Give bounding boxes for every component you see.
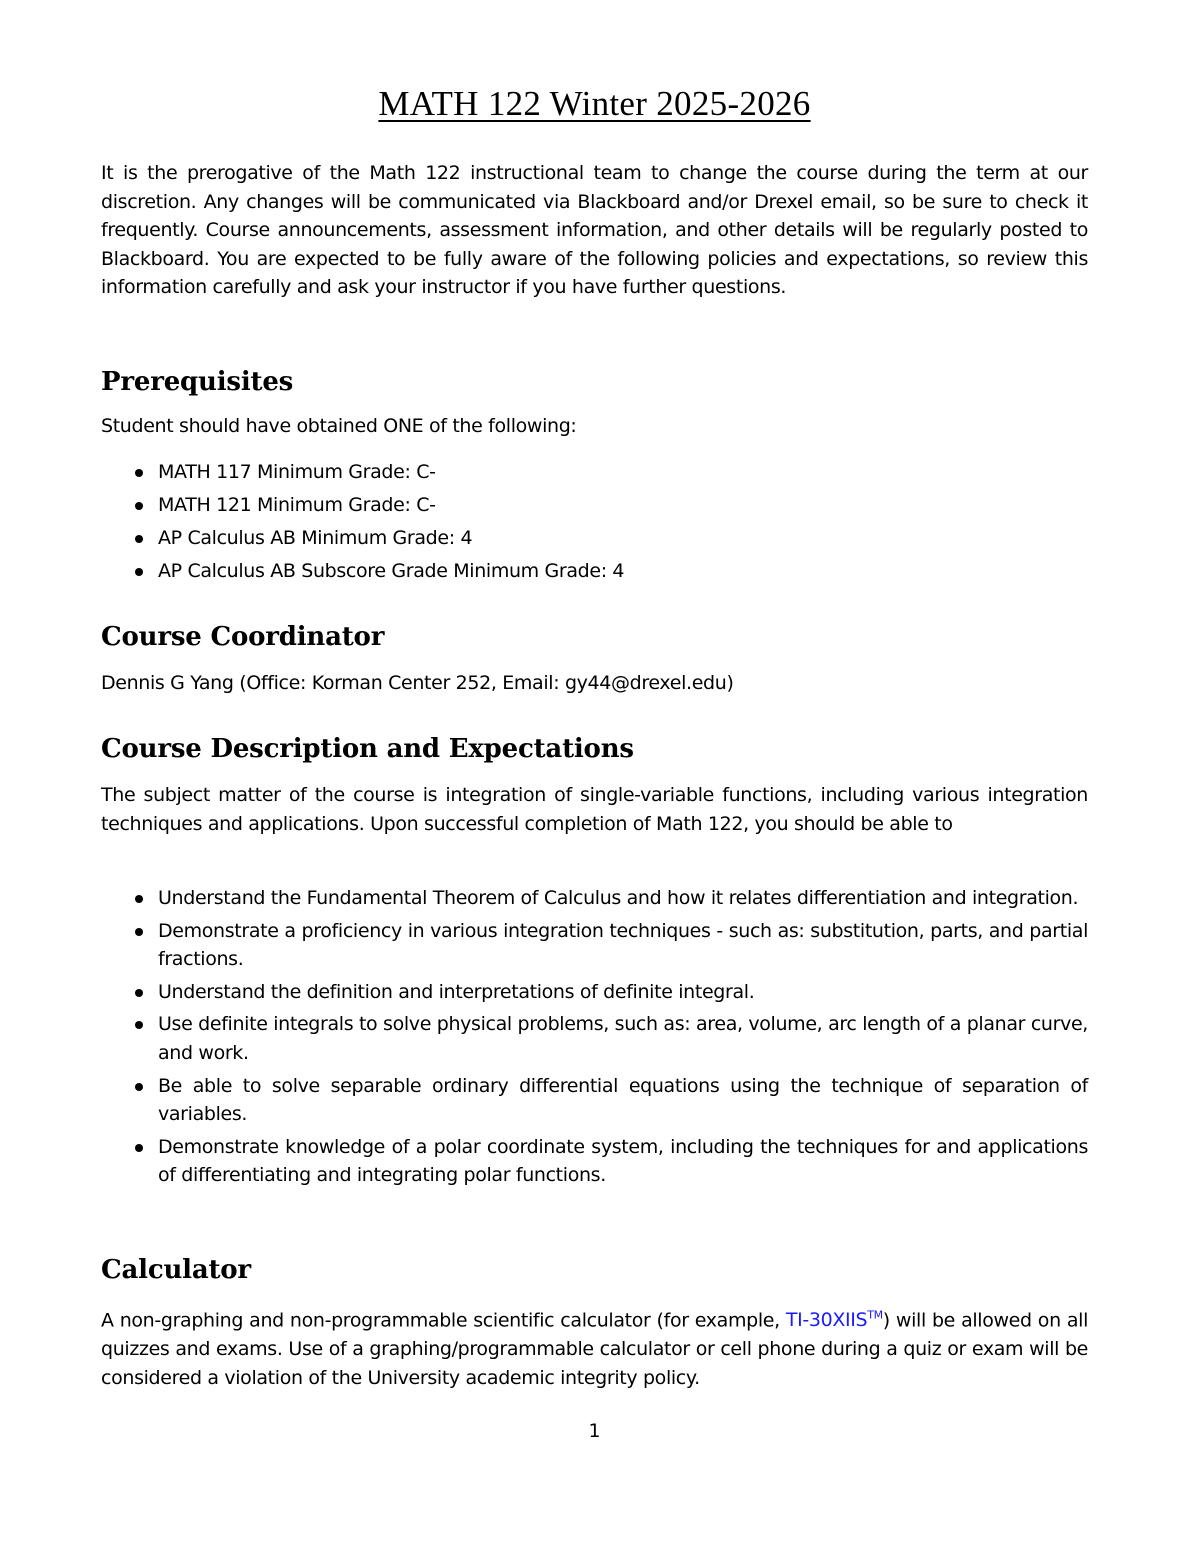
calculator-heading: Calculator [101,1255,251,1285]
bullet-icon [135,1083,143,1091]
document-page [101,0,1088,1553]
description-heading: Course Description and Expectations [101,734,634,764]
bullet-icon [135,928,143,936]
bullet-icon [135,1021,143,1029]
prerequisites-lead: Student should have obtained ONE of the following: [101,415,577,437]
list-item: AP Calculus AB Minimum Grade: 4 [101,524,1088,557]
page-title: MATH 122 Winter 2025-2026 [378,84,811,123]
list-item: Understand the Fundamental Theorem of Calculus and how it relates differentiation and integration. [101,884,1088,913]
bullet-icon [135,895,143,903]
bullet-icon [135,502,143,510]
coordinator-text: Dennis G Yang (Office: Korman Center 252, Email: gy44@drexel.edu) [101,672,734,694]
list-item: AP Calculus AB Subscore Grade Minimum Grade: 4 [101,557,1088,590]
bullet-icon [135,535,143,543]
list-item: Demonstrate knowledge of a polar coordinate system, including the techniques for and applications of differentiating and integrating polar functions. [101,1133,1088,1190]
list-item: MATH 117 Minimum Grade: C- [101,458,1088,491]
intro-paragraph: It is the prerogative of the Math 122 instructional team to change the course during the term at our discretion. Any changes will be communicated via Blackboard and/or Drexel email, so be sure to check it frequently. Course announcements, assessment information, and other details will be regularly posted to Blackboard. You are expected to be fully aware of the following policies and expectations, so review this information carefully and ask your instructor if you have further questions. [101,162,1088,299]
page-number: 1 [588,1420,601,1442]
bullet-icon [135,568,143,576]
list-item: Demonstrate a proficiency in various integration techniques - such as: substitution, parts, and partial fractions. [101,917,1088,974]
bullet-icon [135,989,143,997]
bullet-icon [135,1144,143,1152]
prerequisites-heading: Prerequisites [101,367,294,397]
coordinator-heading: Course Coordinator [101,622,385,652]
description-text: The subject matter of the course is integration of single-variable functions, including various integration techniques and applications. Upon successful completion of Math 122, you should be able to [101,784,1088,835]
calculator-link[interactable]: TI-30XIIS™ [785,1309,883,1332]
calculator-text: A non-graphing and non-programmable scientific calculator (for example, TI-30XIIS™) will be allowed on all quizzes and exams. Use of a graphing/programmable calculator or cell phone during a quiz or exam will be considered a violation of the University academic integrity policy. [101,1309,1088,1389]
prerequisites-list [101,458,1088,590]
list-item: Use definite integrals to solve physical problems, such as: area, volume, arc length of a planar curve, and work. [101,1010,1088,1067]
list-item: MATH 121 Minimum Grade: C- [101,491,1088,524]
bullet-icon [135,469,143,477]
list-item: Be able to solve separable ordinary differential equations using the technique of separation of variables. [101,1072,1088,1129]
expectations-list [101,884,1088,1194]
list-item: Understand the definition and interpretations of definite integral. [101,978,1088,1007]
